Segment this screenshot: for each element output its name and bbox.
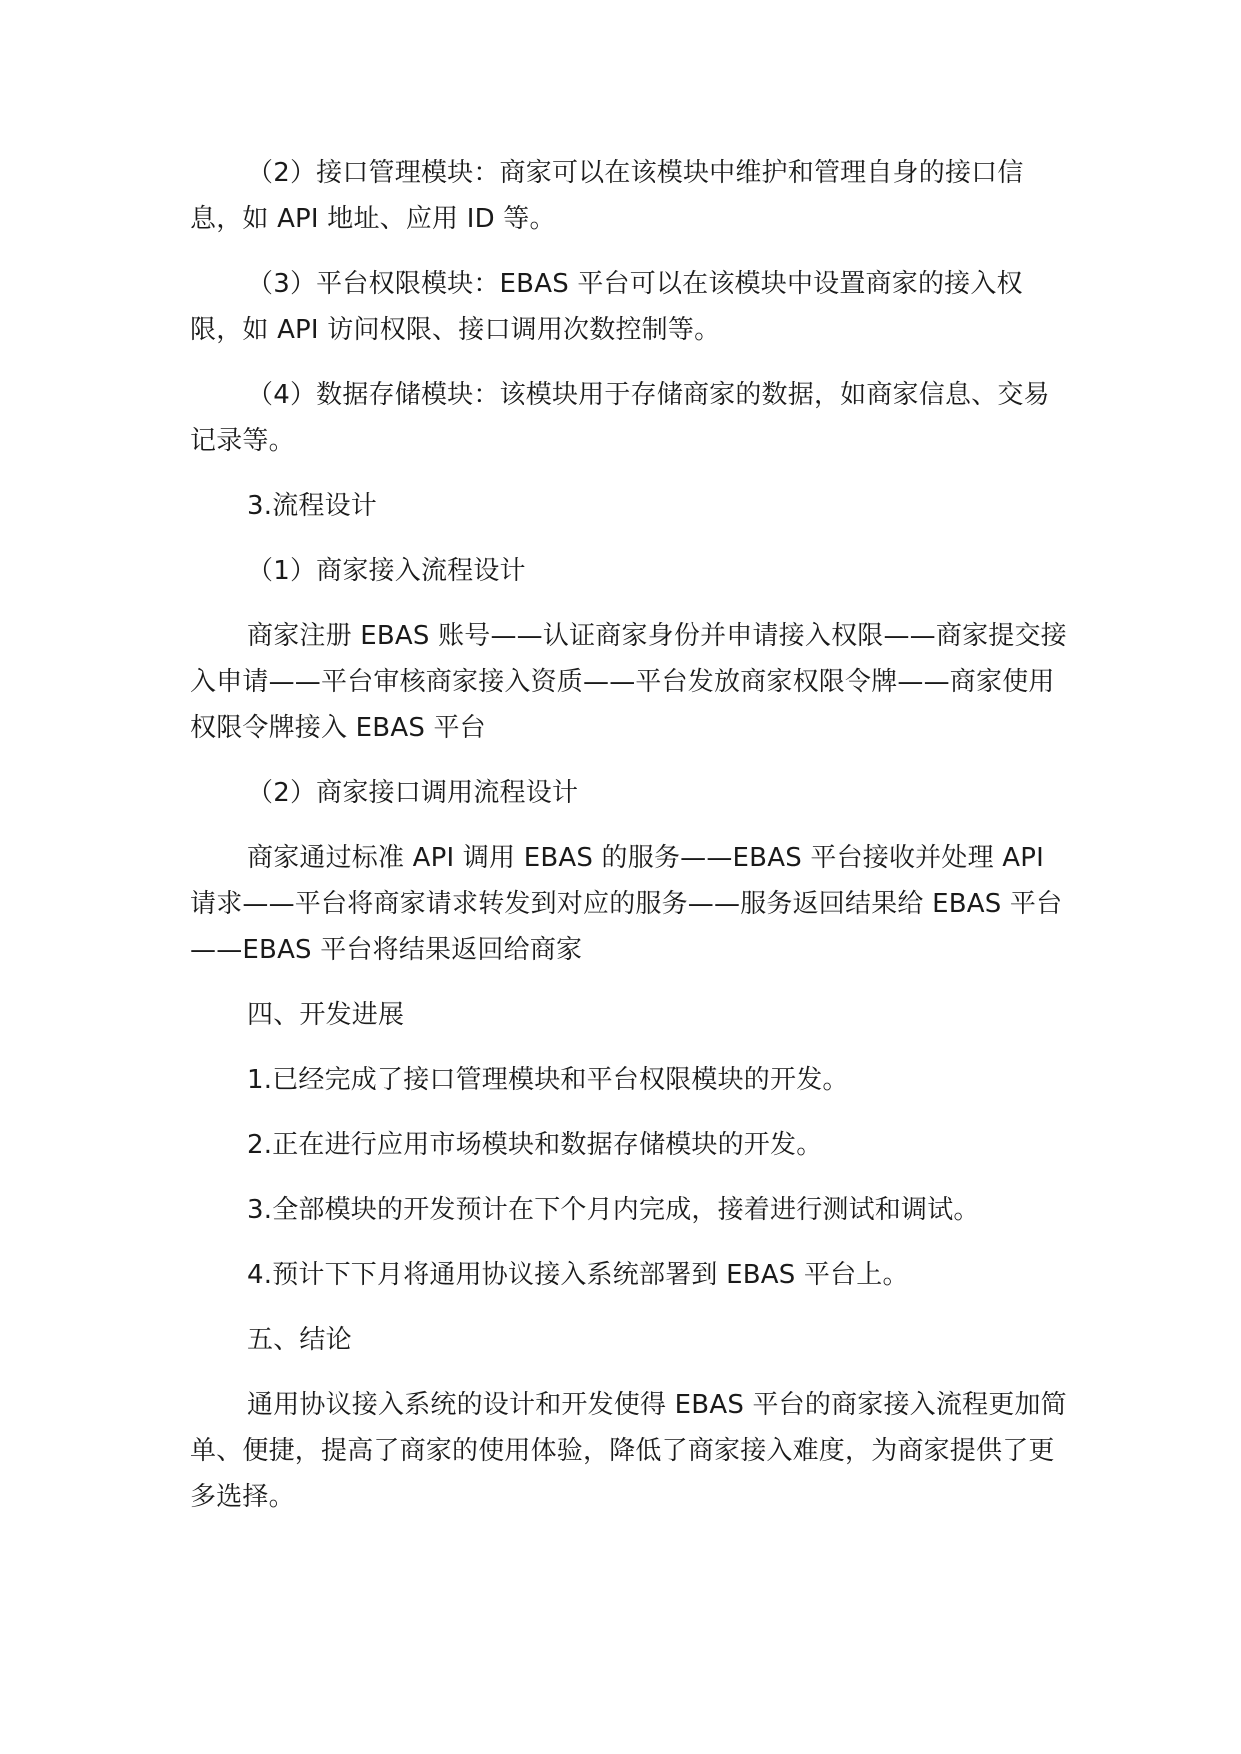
document-page: [190, 150, 1070, 1539]
paragraph-interface-module: （2）接口管理模块：商家可以在该模块中维护和管理自身的接口信息，如 API 地址、应用 ID 等。: [190, 158, 1024, 234]
paragraph-conclusion: 通用协议接入系统的设计和开发使得 EBAS 平台的商家接入流程更加简单、便捷，提高了商家的使用体验，降低了商家接入难度，为商家提供了更多选择。: [190, 1390, 1067, 1512]
heading-development-progress: 四、开发进展: [247, 1000, 405, 1030]
progress-item-3: 3.全部模块的开发预计在下个月内完成，接着进行测试和调试。: [247, 1195, 980, 1225]
paragraph-permission-module: （3）平台权限模块：EBAS 平台可以在该模块中设置商家的接入权限，如 API 访问权限、接口调用次数控制等。: [190, 269, 1023, 345]
subheading-interface-call-flow: （2）商家接口调用流程设计: [247, 778, 579, 808]
progress-item-1: 1.已经完成了接口管理模块和平台权限模块的开发。: [247, 1065, 849, 1095]
paragraph-storage-module: （4）数据存储模块：该模块用于存储商家的数据，如商家信息、交易记录等。: [190, 380, 1050, 456]
progress-item-2: 2.正在进行应用市场模块和数据存储模块的开发。: [247, 1130, 823, 1160]
paragraph-interface-call-flow: 商家通过标准 API 调用 EBAS 的服务——EBAS 平台接收并处理 API 请求——平台将商家请求转发到对应的服务——服务返回结果给 EBAS 平台——EBAS 平台将结果返回给商家: [190, 843, 1063, 965]
subheading-merchant-access-flow: （1）商家接入流程设计: [247, 556, 526, 586]
progress-item-4: 4.预计下下月将通用协议接入系统部署到 EBAS 平台上。: [247, 1260, 909, 1290]
heading-process-design: 3.流程设计: [247, 491, 378, 521]
heading-conclusion: 五、结论: [247, 1325, 352, 1355]
paragraph-merchant-access-flow: 商家注册 EBAS 账号——认证商家身份并申请接入权限——商家提交接入申请——平台审核商家接入资质——平台发放商家权限令牌——商家使用权限令牌接入 EBAS 平台: [190, 621, 1067, 743]
